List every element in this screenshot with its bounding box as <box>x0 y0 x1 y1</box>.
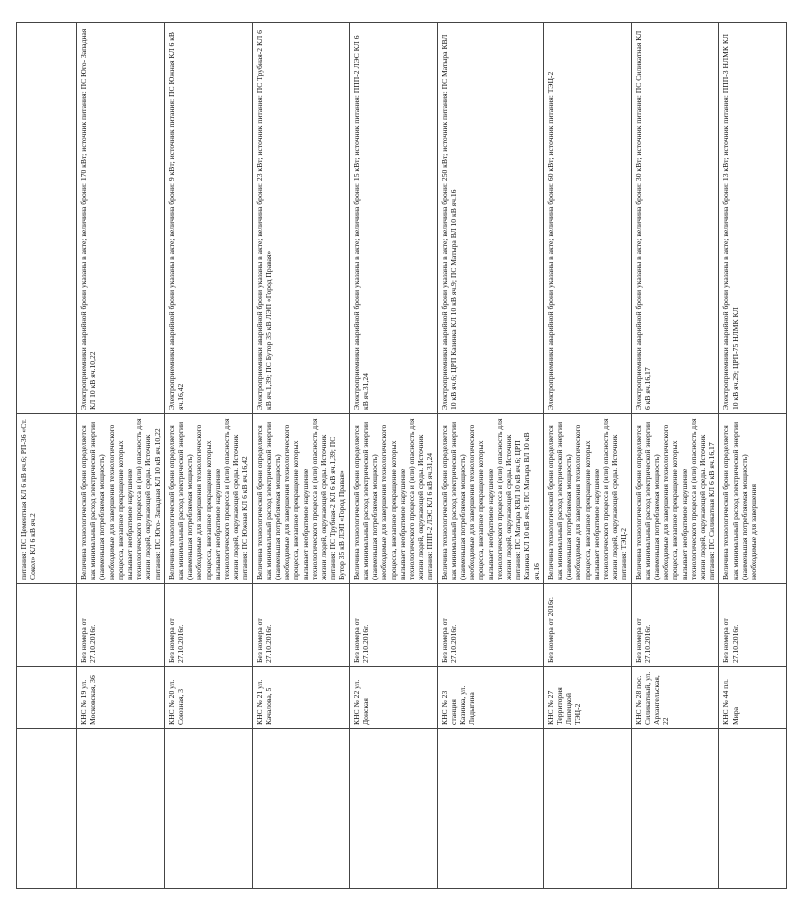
note-cell-text: Электроприемники аварийной брони указаны в акте; величина брони: 15 кВт; источник питания: ППП-2 ЛЭС КЛ 6 кВ яч.31,24 <box>351 35 370 410</box>
note-cell <box>164 23 252 414</box>
empty-cell <box>719 729 787 889</box>
table-body <box>17 23 787 889</box>
table-row <box>164 23 252 889</box>
object-cell <box>17 667 77 729</box>
table-row <box>631 23 719 889</box>
description-cell <box>437 414 543 584</box>
description-cell-text: Величина технологической брони определяется как минимальный расход электрической энергии (наименьшая потребляемая мощность) необходимые для завершения технологического процесса, внезапное прекращение которых вызывает необратимое нарушение технологического процесса и (или) опасность для жизни людей, окружающей среды. Источник питания: ПС Силикатная КЛ 6 кВ яч.16,17 <box>633 418 717 580</box>
note-cell-text: Электроприемники аварийной брони указаны в акте; величина брони: 250 кВт; источник питания: ПС Матыра КВЛ 10 кВ яч.6; ЦРП Казинка КЛ 10 кВ яч.9; ПС Матыра ВЛ 10 кВ яч.16 <box>439 34 458 410</box>
empty-cell <box>543 729 631 889</box>
date-cell-text: Без номера от 27.10.2016г. <box>254 618 273 663</box>
description-cell <box>252 414 349 584</box>
table-row <box>719 23 787 889</box>
object-cell-text: КНС № 44 пл. Мира <box>721 679 740 725</box>
note-cell <box>437 23 543 414</box>
date-cell <box>719 584 787 667</box>
description-cell-text: питания: ПС Цементная КЛ 6 кВ яч.6; РП-36 «Ст. Сокол» КЛ 6 кВ яч.2 <box>19 419 38 580</box>
note-cell-text: Электроприемники аварийной брони указаны в акте; величина брони: 170 кВт; источник питания: ПС Юго- Западная КЛ 10 кВ яч.10,22 <box>79 28 98 410</box>
object-cell <box>543 667 631 729</box>
date-cell <box>17 584 77 667</box>
object-cell-text: КНС № 20 ул. Союзная, 3 <box>166 679 186 725</box>
date-cell <box>77 584 165 667</box>
note-cell-text: Электроприемники аварийной брони указаны в акте; величина брони: 60 кВт; источник питания: ТЭЦ-2 <box>545 71 555 410</box>
note-cell-text: Электроприемники аварийной брони указаны в акте; величина брони: 9 кВт; источник питания: ПС Южная КЛ 6 кВ яч.16,42 <box>166 32 186 410</box>
date-cell <box>164 584 252 667</box>
description-cell <box>77 414 165 584</box>
description-cell <box>543 414 631 584</box>
object-cell-text: КНС № 22 ул. Донская <box>351 679 370 725</box>
object-cell-text: КНС № 23 станция Казинка, ул. Лидыгина <box>439 685 477 725</box>
description-cell-text: Величина технологической брони определяется как минимальный расход электрической энергии (наименьшая потребляемая мощность) необходимые для завершения технологического процесса, внезапное прекращение которых вызывает необратимое нарушение технологического процесса и (или) опасность для жизни людей, окружающей среды. Источник питания: ПС Матыра КВЛ 10 кВ яч.6; ЦРП Казинка КЛ 10 кВ яч.9; ПС Матыра ВЛ 10 кВ яч.16 <box>439 418 541 580</box>
table-row <box>77 23 165 889</box>
object-cell <box>77 667 165 729</box>
description-cell-text: Величина технологической брони определяется как минимальный расход электрической энергии (наименьшая потребляемая мощность) необходимые для завершения <box>721 421 759 580</box>
description-cell <box>164 414 252 584</box>
empty-cell <box>77 729 165 889</box>
description-cell-text: Величина технологической брони определяется как минимальный расход электрической энергии (наименьшая потребляемая мощность) необходимые для завершения технологического процесса, внезапное прекращение которых вызывает необратимое нарушение технологического процесса и (или) опасность для жизни людей, окружающей среды. Источник питания: ПС Трубная-2 КЛ 6 кВ яч.1,39; ПС Бутор 35 кВ ЛЭП «Город Правая» <box>254 418 347 580</box>
empty-cell <box>252 729 349 889</box>
note-cell <box>719 23 787 414</box>
note-cell <box>17 23 77 414</box>
object-cell <box>349 667 437 729</box>
description-cell-text: Величина технологической брони определяется как минимальный расход электрической энергии (наименьшая потребляемая мощность) необходимые для завершения технологического процесса, внезапное прекращение которых вызывает необратимое нарушение технологического процесса и (или) опасность для жизни людей, окружающей среды. Источник питания: ПС Южная КЛ 6 кВ яч.16,42 <box>166 418 250 580</box>
note-cell-text: Электроприемники аварийной брони указаны в акте; величина брони: 30 кВт; источник питания: ПС Силикатная КЛ 6 кВ яч.16,17 <box>633 30 652 410</box>
empty-cell <box>631 729 719 889</box>
object-cell-text: КНС № 27 Территория Липецкой ТЭЦ-2 <box>545 687 583 725</box>
empty-cell <box>17 729 77 889</box>
note-cell <box>252 23 349 414</box>
note-cell <box>77 23 165 414</box>
date-cell-text: Без номера от 27.10.2016г. <box>351 618 370 663</box>
date-cell <box>252 584 349 667</box>
date-cell <box>437 584 543 667</box>
empty-cell <box>164 729 252 889</box>
description-cell <box>17 414 77 584</box>
description-cell-text: Величина технологической брони определяется как минимальный расход электрической энергии (наименьшая потребляемая мощность) необходимые для завершения технологического процесса, внезапное прекращение которых вызывает необратимое нарушение технологического процесса и (или) опасность для жизни людей, окружающей среды. Источник питания: ППП-2 ЛЭС КЛ 6 кВ яч.31,24 <box>351 418 435 580</box>
date-cell-text: Без номера от 2016г. <box>545 597 555 663</box>
object-cell-text: КНС № 28 пос. Силикатный, ул. Архангельская, 22 <box>633 671 671 725</box>
empty-cell <box>437 729 543 889</box>
description-cell <box>349 414 437 584</box>
description-cell-text: Величина технологической брони определяется как минимальный расход электрической энергии (наименьшая потребляемая мощность) необходимые для завершения технологического процесса, внезапное прекращение которых вызывает необратимое нарушение технологического процесса и (или) опасность для жизни людей, окружающей среды. Источник питания: ПС Юго- Западная КЛ 10 кВ яч.10,22 <box>79 418 162 580</box>
object-cell <box>164 667 252 729</box>
date-cell-text: Без номера от 27.10.2016г. <box>721 618 740 663</box>
table-row <box>17 23 77 889</box>
note-cell-text: Электроприемники аварийной брони указаны в акте; величина брони: 13 кВт; источник питания: ППП-3 НЛМК КЛ 10 кВ яч.29; ЦРП-75 НЛМК КЛ <box>721 33 740 410</box>
date-cell <box>631 584 719 667</box>
table-row <box>437 23 543 889</box>
date-cell-text: Без номера от 27.10.2016г. <box>79 618 98 663</box>
object-cell <box>719 667 787 729</box>
object-cell <box>437 667 543 729</box>
empty-cell <box>349 729 437 889</box>
date-cell-text: Без номера от 27.10.2016г. <box>166 618 186 663</box>
note-cell-text: Электроприемники аварийной брони указаны в акте; величина брони: 23 кВт; источник питания: ПС Трубная-2 КЛ 6 кВ яч.1,39; ПС Бутор 35 кВ ЛЭП «Город Правая» <box>254 30 273 410</box>
date-cell <box>543 584 631 667</box>
table-row <box>349 23 437 889</box>
object-cell <box>631 667 719 729</box>
note-cell <box>543 23 631 414</box>
date-cell-text: Без номера от 27.10.2016г. <box>439 618 458 663</box>
object-cell <box>252 667 349 729</box>
table-row <box>543 23 631 889</box>
description-cell <box>631 414 719 584</box>
description-cell <box>719 414 787 584</box>
backup-power-table <box>16 22 787 889</box>
object-cell-text: КНС № 19 ул. Московская, 36 <box>79 675 98 725</box>
rotated-page <box>16 23 759 889</box>
date-cell-text: Без номера от 27.10.2016г. <box>633 618 652 663</box>
object-cell-text: КНС № 21 ул. Качалова, 5 <box>254 679 273 725</box>
description-cell-text: Величина технологической брони определяется как минимальный расход электрической энергии (наименьшая потребляемая мощность) необходимые для завершения технологического процесса, внезапное прекращение которых вызывает необратимое нарушение технологического процесса и (или) опасность для жизни людей, окружающей среды. Источник питания: ТЭЦ-2 <box>545 418 629 580</box>
table-row <box>252 23 349 889</box>
date-cell <box>349 584 437 667</box>
note-cell <box>631 23 719 414</box>
note-cell <box>349 23 437 414</box>
